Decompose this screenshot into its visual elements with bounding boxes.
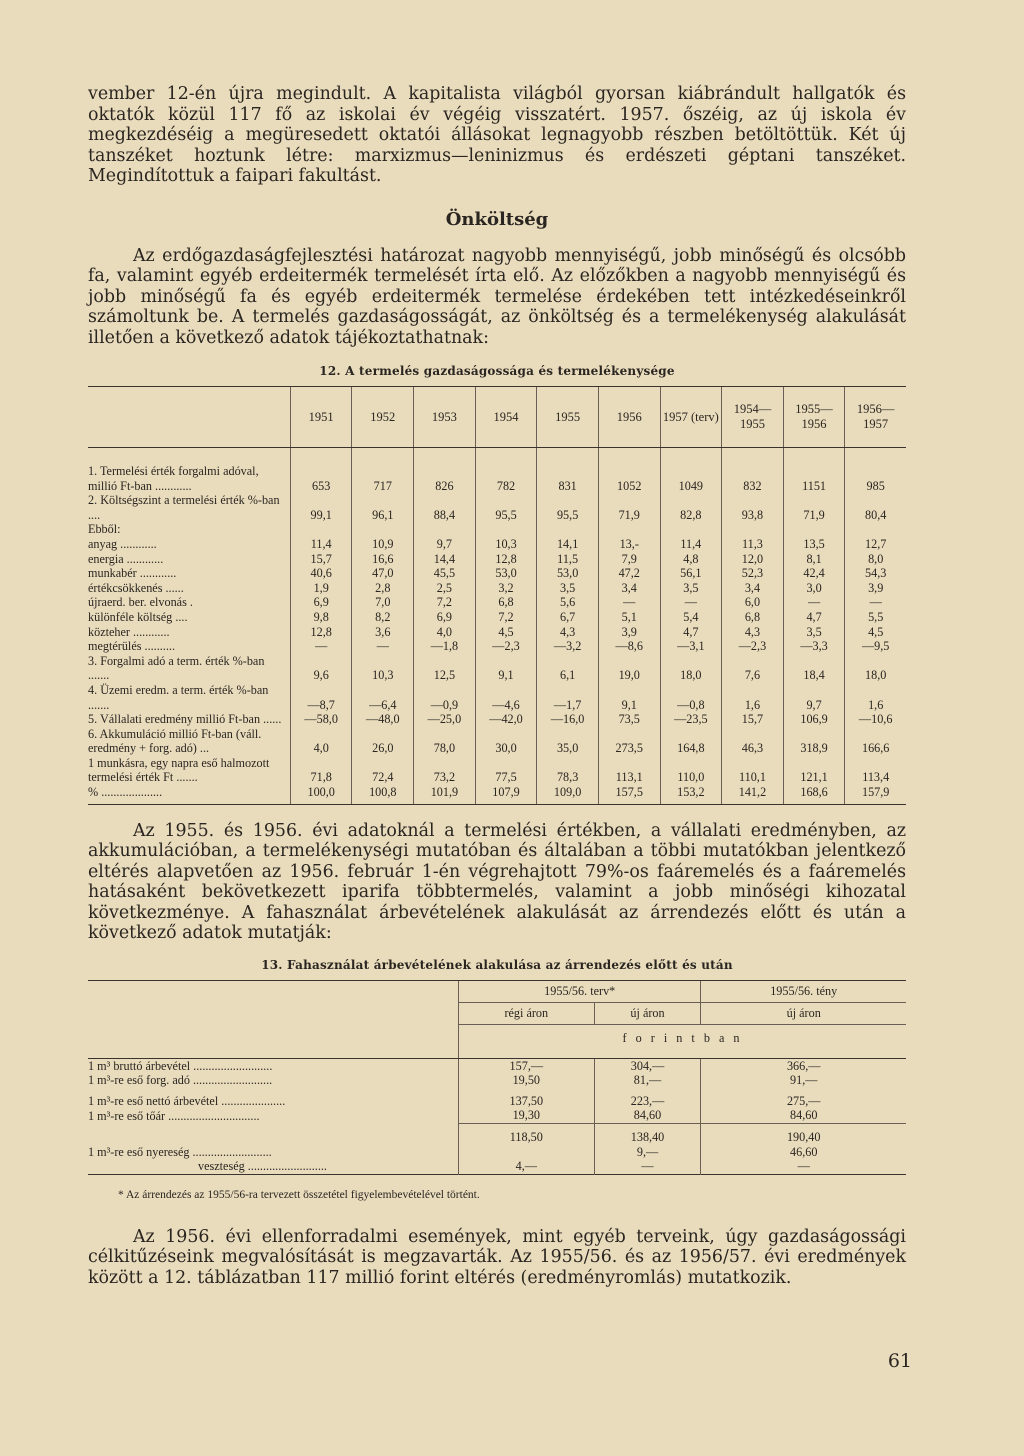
table-cell: 223,— [594, 1088, 701, 1109]
footnote: * Az árrendezés az 1955/56-ra tervezett összetétel figyelembevételével történt. [118, 1188, 480, 1201]
table-cell: 275,— [701, 1088, 906, 1109]
table-cell: 653 [290, 448, 352, 494]
table-cell: —16,0 [537, 712, 599, 727]
table-cell: 81,— [594, 1073, 701, 1088]
table-cell: 4,7 [660, 625, 722, 640]
table-cell: 10,3 [352, 654, 414, 683]
table-cell: —0,9 [414, 683, 476, 712]
table-cell: 13,5 [783, 537, 845, 552]
section-title: Önköltség [445, 208, 549, 230]
table-cell: 19,30 [459, 1108, 595, 1123]
table-row [88, 610, 906, 625]
table-cell: 101,9 [414, 785, 476, 804]
table-row [88, 1124, 906, 1145]
table-cell: 107,9 [475, 785, 537, 804]
table-row [88, 683, 906, 712]
table13-body [88, 1058, 906, 1174]
table-cell [459, 1145, 595, 1160]
table-cell: —8,6 [598, 639, 660, 654]
table-cell: 110,1 [722, 756, 784, 785]
table-cell: 84,60 [594, 1108, 701, 1123]
table-cell: 157,— [459, 1058, 595, 1073]
table-cell: 19,0 [598, 654, 660, 683]
table-cell: 831 [537, 448, 599, 494]
row-label: 1 m³-re eső tőár .............................. [88, 1108, 260, 1123]
table-cell: — [845, 595, 906, 610]
table-cell: 88,4 [414, 493, 476, 522]
table-cell: 2,5 [414, 581, 476, 596]
table-cell: —0,8 [660, 683, 722, 712]
table-cell: —3,2 [537, 639, 599, 654]
table-cell: 12,5 [414, 654, 476, 683]
table-cell: 18,4 [783, 654, 845, 683]
table-cell: 9,— [594, 1145, 701, 1160]
table-cell [537, 522, 599, 537]
table-cell: 12,7 [845, 537, 906, 552]
table-cell: 8,0 [845, 552, 906, 567]
table-cell: 3,9 [598, 625, 660, 640]
table-cell: 4,8 [660, 552, 722, 567]
table-cell: 72,4 [352, 756, 414, 785]
table-cell: 93,8 [722, 493, 784, 522]
table-cell: 157,5 [598, 785, 660, 804]
table-cell: 6,7 [537, 610, 599, 625]
table-cell: 6,8 [722, 610, 784, 625]
table-cell: 1151 [783, 448, 845, 494]
table-cell: 3,9 [845, 581, 906, 596]
table-cell: 3,4 [722, 581, 784, 596]
table-cell: —8,7 [290, 683, 352, 712]
table-cell: 7,6 [722, 654, 784, 683]
table-cell: 138,40 [594, 1124, 701, 1145]
table12-header: 1956— 1957 [845, 387, 906, 448]
table-cell: 53,0 [537, 566, 599, 581]
table-cell: 2,8 [352, 581, 414, 596]
table-row [88, 639, 906, 654]
table-cell: 5,4 [660, 610, 722, 625]
row-label: 1 m³ bruttó árbevétel .......................... [88, 1058, 273, 1073]
table-cell: 113,4 [845, 756, 906, 785]
row-label: 1 m³-re eső forg. adó .......................... [88, 1073, 273, 1088]
table-row [88, 785, 906, 804]
table-cell: — [598, 595, 660, 610]
table12-label-header [88, 387, 290, 448]
table-cell: 6,9 [414, 610, 476, 625]
revenue-table [88, 980, 906, 1175]
table13-blank [88, 980, 459, 1002]
table-cell: —58,0 [290, 712, 352, 727]
table-cell: 6,9 [290, 595, 352, 610]
table-row [88, 1073, 906, 1088]
table13-caption: 13. Fahasználat árbevételének alakulása az árrendezés előtt és után [261, 957, 733, 972]
table-row [88, 1145, 906, 1160]
table-cell: 157,9 [845, 785, 906, 804]
table-cell: 12,0 [722, 552, 784, 567]
table12-header-row [88, 387, 906, 448]
table-cell: 9,1 [475, 654, 537, 683]
table-cell: 91,— [701, 1073, 906, 1088]
table-cell: 7,9 [598, 552, 660, 567]
table-cell: 4,— [459, 1159, 595, 1174]
table-cell: — [783, 595, 845, 610]
table-cell: 6,1 [537, 654, 599, 683]
table-cell: 15,7 [290, 552, 352, 567]
row-label: munkabér ............ [88, 566, 177, 581]
table-cell: 3,5 [783, 625, 845, 640]
table12-header: 1955— 1956 [783, 387, 845, 448]
row-label: 3. Forgalmi adó a term. érték %-ban ....... [88, 653, 265, 683]
table-row [88, 654, 906, 683]
table-cell [290, 522, 352, 537]
table13-group-row [88, 980, 906, 1002]
table-cell: 73,5 [598, 712, 660, 727]
table-cell: 141,2 [722, 785, 784, 804]
table12-body [88, 448, 906, 805]
table-cell: —23,5 [660, 712, 722, 727]
table-cell: 1,6 [845, 683, 906, 712]
table-cell: —3,1 [660, 639, 722, 654]
table-cell: 78,0 [414, 727, 476, 756]
row-label: értékcsökkenés ...... [88, 580, 184, 595]
table-cell: 12,8 [290, 625, 352, 640]
row-label: közteher ............ [88, 624, 170, 639]
table12-caption: 12. A termelés gazdaságossága és termelékenysége [319, 364, 675, 378]
table-cell: 9,6 [290, 654, 352, 683]
table-cell: 82,8 [660, 493, 722, 522]
row-label: veszteség .......................... [198, 1159, 327, 1174]
row-label: újraerd. ber. elvonás . [88, 595, 193, 610]
table-cell: 9,1 [598, 683, 660, 712]
table-cell: —2,3 [475, 639, 537, 654]
productivity-table [88, 386, 906, 805]
table-row [88, 493, 906, 522]
table-cell: 95,5 [537, 493, 599, 522]
table-cell: 7,0 [352, 595, 414, 610]
table-cell: 35,0 [537, 727, 599, 756]
table-cell: 5,5 [845, 610, 906, 625]
table-cell: 4,3 [722, 625, 784, 640]
table-cell: 84,60 [701, 1108, 906, 1123]
table-cell: 7,2 [414, 595, 476, 610]
table13-sub-new2: új áron [701, 1002, 906, 1024]
table-cell: 153,2 [660, 785, 722, 804]
table-row [88, 448, 906, 494]
table-cell: 832 [722, 448, 784, 494]
table-cell: 14,1 [537, 537, 599, 552]
table-row [88, 537, 906, 552]
table-cell: 15,7 [722, 712, 784, 727]
table-cell: 1049 [660, 448, 722, 494]
table-cell: 9,7 [414, 537, 476, 552]
table12-header: 1954 [475, 387, 537, 448]
table-cell: —1,7 [537, 683, 599, 712]
table-cell: 46,60 [701, 1145, 906, 1160]
table-cell: 53,0 [475, 566, 537, 581]
table13-blank [88, 1024, 459, 1058]
table-cell: 4,5 [475, 625, 537, 640]
table12-header: 1955 [537, 387, 599, 448]
table-cell: 106,9 [783, 712, 845, 727]
table-cell: —10,6 [845, 712, 906, 727]
table-cell: —1,8 [414, 639, 476, 654]
table-cell: 45,5 [414, 566, 476, 581]
table-cell: 826 [414, 448, 476, 494]
table-cell: 318,9 [783, 727, 845, 756]
table-row [88, 552, 906, 567]
table-cell: —3,3 [783, 639, 845, 654]
table-cell: 12,8 [475, 552, 537, 567]
table-cell: 985 [845, 448, 906, 494]
table-cell: 11,4 [290, 537, 352, 552]
analysis-paragraph: Az 1955. és 1956. évi adatoknál a termelési értékben, a vállalati eredményben, az akkumulációban, a termelékenységi mutatóban és általában a többi mutatókban jelentkező eltérés alapvetően az 1956. február 1-én végrehajtott 79%-os faáremelés és a faáremelés hatásaként bekövetkezett iparifa többtermelés, valamint a jobb minőségi kihozatal következménye. A fahasználat árbevételének alakulását az árrendezés előtt és után a következő adatok mutatják: [88, 820, 906, 944]
table-cell: 16,6 [352, 552, 414, 567]
table-cell: 6,0 [722, 595, 784, 610]
table-cell: 10,3 [475, 537, 537, 552]
row-label: 6. Akkumuláció millió Ft-ban (váll. eredmény + forg. adó) ... [88, 726, 262, 756]
table-cell: 304,— [594, 1058, 701, 1073]
table-row [88, 1159, 906, 1174]
row-label: 4. Üzemi eredm. a term. érték %-ban ....... [88, 682, 269, 712]
table-cell: 71,9 [783, 493, 845, 522]
table-cell: 9,8 [290, 610, 352, 625]
table-cell: 273,5 [598, 727, 660, 756]
table-cell: 73,2 [414, 756, 476, 785]
table-row [88, 625, 906, 640]
table12-header: 1956 [598, 387, 660, 448]
table-cell: 3,5 [660, 581, 722, 596]
table-cell: 717 [352, 448, 414, 494]
table-cell: 190,40 [701, 1124, 906, 1145]
table-cell: 9,7 [783, 683, 845, 712]
table-cell: —4,6 [475, 683, 537, 712]
table12-header: 1957 (terv) [660, 387, 722, 448]
table-cell: 7,2 [475, 610, 537, 625]
table-row [88, 522, 906, 537]
table13-unit-row [88, 1024, 906, 1058]
table13-blank [88, 1002, 459, 1024]
table-cell: 56,1 [660, 566, 722, 581]
table-row [88, 727, 906, 756]
table-cell: — [352, 639, 414, 654]
table-cell: 30,0 [475, 727, 537, 756]
table-cell: 40,6 [290, 566, 352, 581]
table-cell: 8,2 [352, 610, 414, 625]
table-cell: 18,0 [845, 654, 906, 683]
table-cell: 4,0 [290, 727, 352, 756]
table-cell: — [660, 595, 722, 610]
page-number: 61 [887, 1350, 912, 1372]
table-cell: 80,4 [845, 493, 906, 522]
table13-sub-new: új áron [594, 1002, 701, 1024]
table-cell: 78,3 [537, 756, 599, 785]
table-cell: —2,3 [722, 639, 784, 654]
row-label: 2. Költségszint a termelési érték %-ban .... [88, 493, 280, 522]
row-label: energia ............ [88, 551, 164, 566]
table-cell: 4,3 [537, 625, 599, 640]
table-cell [475, 522, 537, 537]
row-label: % .................... [88, 785, 290, 804]
table-cell: 3,2 [475, 581, 537, 596]
table-cell [660, 522, 722, 537]
table-cell: 47,2 [598, 566, 660, 581]
table-cell: 42,4 [783, 566, 845, 581]
row-label: 1 munkásra, egy napra eső halmozott termelési érték Ft ....... [88, 755, 270, 785]
table-cell: 6,8 [475, 595, 537, 610]
row-label: anyag ............ [88, 536, 157, 551]
table-cell: 113,1 [598, 756, 660, 785]
table-cell: — [701, 1159, 906, 1174]
table-cell [414, 522, 476, 537]
table-cell: 11,3 [722, 537, 784, 552]
table-row [88, 566, 906, 581]
table12-header: 1952 [352, 387, 414, 448]
section-paragraph: Az erdőgazdaságfejlesztési határozat nagyobb mennyiségű, jobb minőségű és olcsóbb fa, valamint egyéb erdeitermék termelését írta elő. Az előzőkben a nagyobb mennyiségű és jobb minőségű fa és egyéb erdeitermék termelése érdekében tett intézkedéseinkről számoltunk be. A termelés gazdaságosságát, az önköltség és a termelékenység alakulását illetően a következő adatok tájékoztathatnak: [88, 245, 906, 348]
table-cell: 14,4 [414, 552, 476, 567]
table-cell: —6,4 [352, 683, 414, 712]
table-cell: 100,0 [290, 785, 352, 804]
table-cell: — [290, 639, 352, 654]
table12-header: 1954— 1955 [722, 387, 784, 448]
table-cell: —25,0 [414, 712, 476, 727]
table-row [88, 1088, 906, 1109]
table-cell: 52,3 [722, 566, 784, 581]
table13-sub-old: régi áron [459, 1002, 595, 1024]
table13-group-actual: 1955/56. tény [701, 980, 906, 1002]
table-cell [352, 522, 414, 537]
table-cell: 71,8 [290, 756, 352, 785]
table-cell: 71,9 [598, 493, 660, 522]
table-cell: 166,6 [845, 727, 906, 756]
table-cell [845, 522, 906, 537]
row-label: megtérülés .......... [88, 639, 175, 654]
table-cell: 109,0 [537, 785, 599, 804]
table-cell: 96,1 [352, 493, 414, 522]
row-label: 5. Vállalati eredmény millió Ft-ban ...... [88, 712, 282, 727]
table-cell: 99,1 [290, 493, 352, 522]
table-cell: 782 [475, 448, 537, 494]
table-cell: 18,0 [660, 654, 722, 683]
row-label: 1 m³-re eső nyereség .......................... [88, 1144, 272, 1159]
table-cell: —42,0 [475, 712, 537, 727]
table-cell: — [594, 1159, 701, 1174]
table-cell: 164,8 [660, 727, 722, 756]
table-cell: 118,50 [459, 1124, 595, 1145]
table-cell: —9,5 [845, 639, 906, 654]
table-cell: 168,6 [783, 785, 845, 804]
table-cell [722, 522, 784, 537]
table-cell: 10,9 [352, 537, 414, 552]
table-cell: 3,4 [598, 581, 660, 596]
table-cell: 1,6 [722, 683, 784, 712]
table-cell: 121,1 [783, 756, 845, 785]
row-label [88, 1124, 459, 1145]
table13-sub-row [88, 1002, 906, 1024]
table13-unit: f o r i n t b a n [459, 1024, 907, 1058]
table-cell: 137,50 [459, 1088, 595, 1109]
page-content [88, 84, 906, 1288]
row-label: különféle költség .... [88, 609, 188, 624]
table-cell: 47,0 [352, 566, 414, 581]
table-cell: 3,6 [352, 625, 414, 640]
table-cell: 54,3 [845, 566, 906, 581]
table-cell: 95,5 [475, 493, 537, 522]
table-cell: 366,— [701, 1058, 906, 1073]
table-row [88, 581, 906, 596]
table13-group-plan: 1955/56. terv* [459, 980, 701, 1002]
table-row [88, 756, 906, 785]
table12-header: 1951 [290, 387, 352, 448]
table-cell: 3,0 [783, 581, 845, 596]
table-cell: 1,9 [290, 581, 352, 596]
table-cell: 5,6 [537, 595, 599, 610]
table-cell: 8,1 [783, 552, 845, 567]
table-cell: 3,5 [537, 581, 599, 596]
table-cell: 1052 [598, 448, 660, 494]
table-cell: 13,- [598, 537, 660, 552]
table-cell: 5,1 [598, 610, 660, 625]
table-cell: 11,5 [537, 552, 599, 567]
table-cell [598, 522, 660, 537]
table-row [88, 595, 906, 610]
table-cell [783, 522, 845, 537]
table-cell: 46,3 [722, 727, 784, 756]
table-cell: 110,0 [660, 756, 722, 785]
table-cell: 26,0 [352, 727, 414, 756]
table12-header: 1953 [414, 387, 476, 448]
closing-paragraph: Az 1956. évi ellenforradalmi események, mint egyéb terveink, úgy gazdaságossági célkitűzéseink megvalósítását is megzavarták. Az 1955/56. és az 1956/57. évi eredmények között a 12. táblázatban 117 millió forint eltérés (eredményromlás) mutatkozik. [88, 1226, 906, 1288]
intro-paragraph: vember 12-én újra megindult. A kapitalista világból gyorsan kiábrándult hallgatók és oktatók közül 117 fő az iskolai év végéig visszatért. 1957. őszéig, az új iskola év megkezdéséig a megüresedett oktatói állásokat legnagyobb részben betöltöttük. Két új tanszéket hoztunk létre: marxizmus—leninizmus és erdészeti géptani tanszéket. Megindítottuk a faipari fakultást. [88, 84, 906, 186]
table-row [88, 712, 906, 727]
row-label: 1. Termelési érték forgalmi adóval, millió Ft-ban ............ [88, 464, 259, 493]
table-cell: 11,4 [660, 537, 722, 552]
table-cell: 4,5 [845, 625, 906, 640]
table-cell: —48,0 [352, 712, 414, 727]
table-cell: 19,50 [459, 1073, 595, 1088]
row-label: Ebből: [88, 522, 121, 537]
table-cell: 4,0 [414, 625, 476, 640]
table-cell: 77,5 [475, 756, 537, 785]
table-row [88, 1058, 906, 1073]
row-label: 1 m³-re eső nettó árbevétel ..................... [88, 1093, 286, 1108]
table-cell: 4,7 [783, 610, 845, 625]
table-row [88, 1108, 906, 1123]
table-cell: 100,8 [352, 785, 414, 804]
